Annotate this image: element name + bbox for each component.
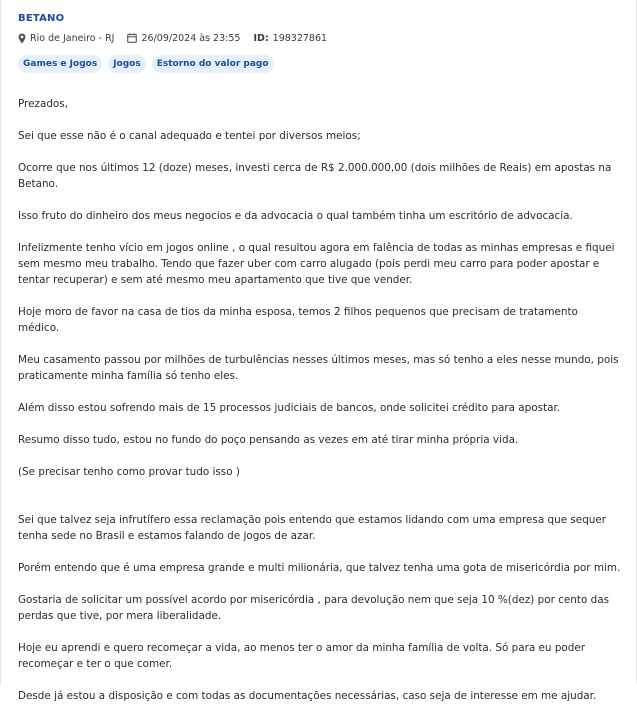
paragraph: Sei que esse não é o canal adequado e tentei por diversos meios;	[18, 130, 361, 142]
tag-games-e-jogos[interactable]: Games e Jogos	[18, 55, 102, 73]
paragraph: Meu casamento passou por milhões de turbulências nesses últimos meses, mas só tenho a eles nesse mundo, pois praticamente minha família só tenho eles.	[18, 354, 619, 382]
tag-jogos[interactable]: Jogos	[108, 55, 146, 73]
paragraph: Prezados,	[18, 98, 69, 110]
paragraph: Gostaria de solicitar um possível acordo por misericórdia , para devolução nem que seja 10 %(dez) por cento das perdas que tive, por mera liberalidade.	[18, 594, 609, 622]
paragraph: Ocorre que nos últimos 12 (doze) meses, investi cerca de R$ 2.000.000,00 (dois milhões de Reais) em apostas na Betano.	[18, 162, 612, 190]
paragraph: Resumo disso tudo, estou no fundo do poço pensando as vezes em até tirar minha própria vida.	[18, 434, 519, 446]
paragraph: Isso fruto do dinheiro dos meus negocios e da advocacia o qual também tinha um escritório de advocacia.	[18, 210, 573, 222]
paragraph: Desde já estou a disposição e com todas as documentações necessárias, caso seja de interesse em me ajudar.	[18, 690, 597, 702]
company-link[interactable]: BETANO	[18, 13, 65, 24]
paragraph: Hoje moro de favor na casa de tios da minha esposa, temos 2 filhos pequenos que precisam de tratamento médico.	[18, 306, 578, 334]
blank-line	[18, 496, 622, 512]
date-info	[127, 33, 240, 44]
paragraph: Além disso estou sofrendo mais de 15 processos judiciais de bancos, onde solicitei crédito para apostar.	[18, 402, 561, 414]
calendar-icon	[127, 33, 137, 43]
paragraph: (Se precisar tenho como provar tudo isso )	[18, 466, 240, 478]
paragraph: Sei que talvez seja infrutífero essa reclamação pois entendo que estamos lidando com uma empresa que sequer tenha sede no Brasil e estamos falando de jogos de azar.	[18, 514, 607, 542]
id-label: ID:	[253, 32, 269, 44]
paragraph: Infelizmente tenho vício em jogos online , o qual resultou agora em falência de todas as minhas empresas e fiquei sem mesmo meu trabalho. Tendo que fazer uber com carro alugado (pois perdi meu carro para poder apostar e tentar recuperar) e sem até mesmo meu apartamento que tive que vender.	[18, 242, 615, 286]
location-info	[18, 33, 114, 44]
id-info	[253, 33, 327, 44]
complaint-body	[18, 96, 622, 720]
paragraph: Hoje eu aprendi e quero recomeçar a vida, ao menos ter o amor da minha família de volta. Só para eu poder recomeçar e ter o que comer.	[18, 642, 586, 670]
location-text: Rio de Janeiro - RJ	[30, 32, 115, 44]
date-text: 26/09/2024 às 23:55	[141, 32, 241, 44]
category-tags	[18, 55, 274, 73]
id-value: 198327861	[272, 32, 328, 44]
complaint-meta	[18, 31, 340, 45]
paragraph: Porém entendo que é uma empresa grande e multi milionária, que talvez tenha uma gota de misericórdia por mim.	[18, 562, 621, 574]
tag-estorno-do-valor-pago[interactable]: Estorno do valor pago	[152, 55, 274, 73]
map-pin-icon	[18, 33, 26, 44]
